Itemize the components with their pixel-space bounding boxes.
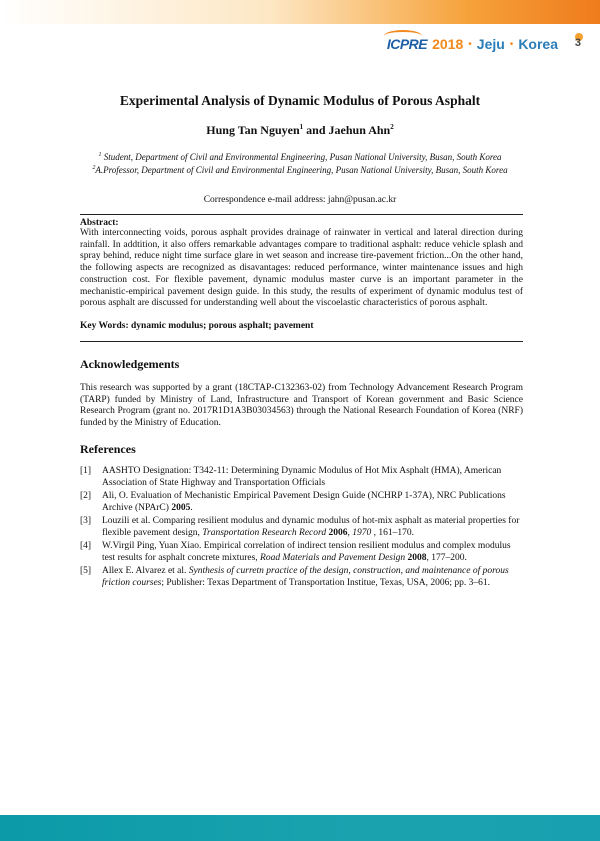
- reference-text: [102, 541, 523, 564]
- logo-arc-icon: [384, 30, 422, 42]
- ref-year: 2006: [328, 527, 348, 538]
- ref-journal: Road Materials and Pavement Design: [260, 552, 406, 563]
- affiliations: [75, 150, 525, 176]
- references-heading: References: [80, 442, 136, 456]
- correspondence: Correspondence e-mail address: jahn@pusan.ac.kr: [203, 195, 397, 205]
- header-gradient-bar: [0, 0, 600, 24]
- affil-sup: 1: [98, 152, 102, 158]
- reference-item: [80, 491, 523, 514]
- ref-year: 2005: [171, 502, 191, 513]
- separator-dot-icon: •: [468, 38, 472, 50]
- abstract-heading: Abstract:: [80, 218, 119, 228]
- reference-number: [3]: [80, 515, 92, 526]
- ref-part: ; Publisher: Texas Department of Transportation Institue, Texas, USA, 2006; pp. 3–61.: [161, 577, 491, 588]
- ref-year: 2008: [407, 552, 427, 563]
- ref-part: ,: [347, 527, 353, 538]
- reference-text: [102, 566, 523, 589]
- keywords: Key Words: dynamic modulus; porous asphalt; pavement: [80, 321, 314, 331]
- reference-number: [1]: [80, 466, 92, 476]
- acknowledgements-heading: Acknowledgements: [80, 357, 180, 371]
- affiliation-2: [75, 163, 525, 176]
- page-number: 3: [574, 37, 581, 49]
- conference-year: 2018: [432, 36, 464, 52]
- reference-list: [80, 466, 523, 591]
- author-name: Jaehun Ahn: [328, 123, 391, 137]
- affil-text: A.Professor, Department of Civil and Environmental Engineering, Pusan National University, Busan, South Korea: [95, 165, 508, 175]
- footer-gradient-bar: [0, 815, 600, 841]
- reference-text: [102, 516, 523, 539]
- conference-city: Jeju: [476, 36, 505, 52]
- author-sup: 2: [390, 123, 394, 131]
- reference-number: [2]: [80, 490, 92, 501]
- ref-part: , 161–170.: [371, 527, 414, 538]
- author-conjunction: and: [303, 123, 329, 137]
- separator-dot-icon: •: [509, 38, 514, 50]
- ref-part: Ali, O. Evaluation of Mechanistic Empirical Pavement Design Guide (NCHRP 1-37A), NRC Publications Archive (NPArC): [102, 490, 506, 513]
- author-name: Hung Tan Nguyen: [206, 123, 300, 137]
- affil-text: Student, Department of Civil and Environmental Engineering, Pusan National University, Busan, South Korea: [101, 152, 502, 162]
- ref-title: Synthesis of curretn practice of the design, construction, and maintenance of porous friction courses: [102, 565, 509, 588]
- ref-part: W.Virgil Ping, Yuan Xiao. Empirical correlation of indirect tension resilient modulus and complex modulus test results for asphalt concrete mixtures,: [102, 540, 511, 563]
- conference-banner: [387, 34, 558, 54]
- affiliation-1: [75, 150, 525, 163]
- icpre-logo: [387, 36, 427, 52]
- author-line: [60, 123, 540, 138]
- reference-number: [4]: [80, 540, 92, 551]
- reference-number: [5]: [80, 565, 92, 576]
- ref-part: .: [190, 502, 193, 513]
- author-sup: 1: [299, 123, 304, 131]
- acknowledgements-text: This research was supported by a grant (18CTAP-C132363-02) from Technology Advancement Research Program (TARP) funded by Ministry of Land, Infrastructure and Transport of Korean government and Basic Science Research Program (grant no. 2017R1D1A3B03034563) through the National Research Foundation of Korea (NRF) funded by the Ministry of Education.: [80, 383, 523, 429]
- paper-title: Experimental Analysis of Dynamic Modulus of Porous Asphalt: [119, 93, 481, 108]
- reference-text: [102, 491, 523, 514]
- abstract-text: With interconnecting voids, porous asphalt provides drainage of rainwater in vertical and lateral direction during rainfall. In addtition, it also offers remarkable advantages compare to traditional asphalt: reduce vehicle splash and spray behind, reduce night time surface glare in wet season and increase tire-pavement friction...On the other hand, the following aspects are recognized as disavantages: reduced performance, winter maintenance issues and high construction cost. For flexible pavement, dynamic modulus master curve is an important parameter in the mechanistic-empirical pavement design guide. In this study, the results of experiment of dynamic modulus test of porous asphalt are discussed for understanding well about the viscoelastic characteristics of porous asphalt.: [80, 228, 523, 309]
- ref-part: , 177–200.: [426, 552, 467, 563]
- ref-volume: 1970: [352, 527, 372, 538]
- ref-part: Allex E. Alvarez et al.: [102, 565, 189, 576]
- ref-journal: Transportation Research Record: [202, 527, 327, 538]
- divider: [80, 341, 523, 342]
- conference-country: Korea: [518, 36, 558, 52]
- affil-sup: 2: [92, 165, 96, 171]
- reference-item: [80, 516, 523, 539]
- reference-item: [80, 541, 523, 564]
- reference-item: [80, 466, 523, 489]
- logo-text: ICPRE: [386, 36, 428, 52]
- reference-text: AASHTO Designation: T342-11: Determining Dynamic Modulus of Hot Mix Asphalt (HMA), American Association of State Highway and Transportation Officials: [102, 466, 502, 488]
- ref-part: Louzili et al. Comparing resilient modulus and dynamic modulus of hot-mix asphalt as material properties for flexible pavement design,: [102, 515, 520, 538]
- divider: [80, 214, 523, 215]
- reference-item: [80, 566, 523, 589]
